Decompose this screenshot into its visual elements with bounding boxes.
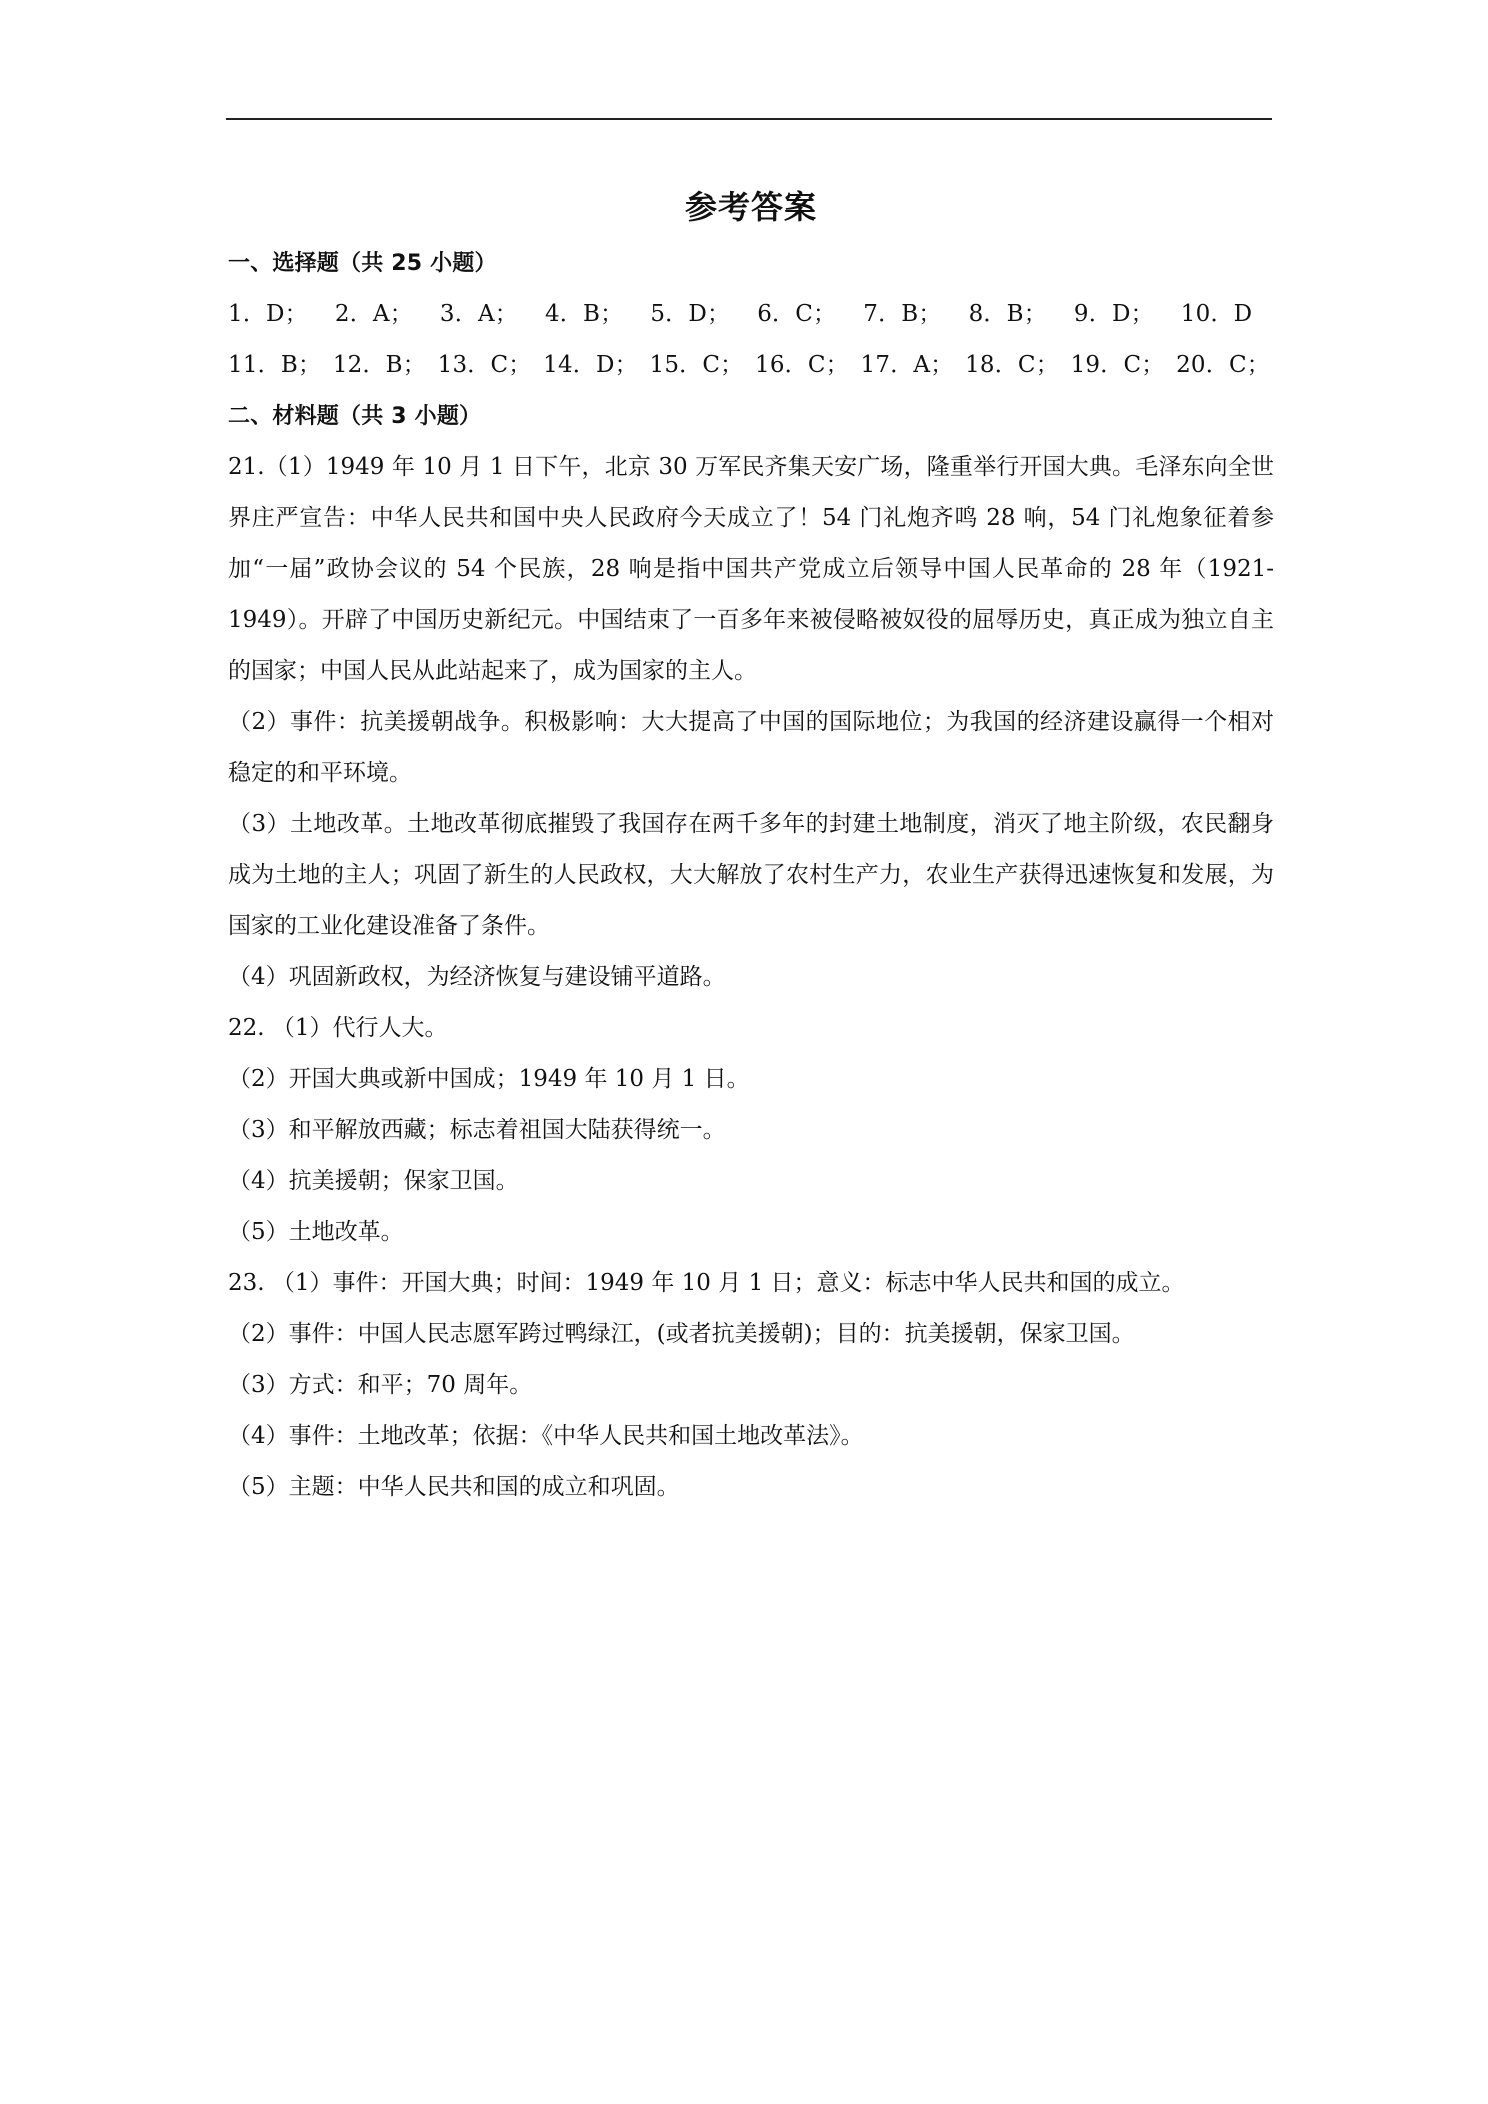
section-heading-material: 二、材料题（共 3 小题）	[228, 404, 482, 429]
q23-part4: （4）事件：土地改革；依据：《中华人民共和国土地改革法》。	[228, 1423, 864, 1449]
answer-row-1	[228, 289, 1270, 340]
q22-part3: （3）和平解放西藏；标志着祖国大陆获得统一。	[228, 1117, 726, 1143]
q21-part3: （3）土地改革。土地改革彻底摧毁了我国存在两千多年的封建土地制度，消灭了地主阶级，农民翻身成为土地的主人；巩固了新生的人民政权，大大解放了农村生产力，农业生产获得迅速恢复和发展，为国家的工业化建设准备了条件。	[228, 811, 1274, 939]
answer-item: 12．B；	[332, 352, 426, 378]
answer-item: 4．B；	[544, 301, 624, 327]
q23-part2: （2）事件：中国人民志愿军跨过鸭绿江，(或者抗美援朝)；目的：抗美援朝，保家卫国。	[228, 1321, 1135, 1347]
answer-item: 17．A；	[860, 352, 954, 378]
answer-item: 7．B；	[863, 301, 942, 327]
document-body	[228, 182, 1274, 1513]
answer-item: 1．D；	[228, 301, 308, 327]
answer-item: 9．D；	[1073, 301, 1154, 327]
q21-part4: （4）巩固新政权，为经济恢复与建设铺平道路。	[228, 964, 726, 990]
answer-item: 14．D；	[543, 352, 638, 378]
answer-item: 6．C；	[757, 301, 837, 327]
answer-item: 8．B；	[968, 301, 1047, 327]
answer-item: 19．C；	[1070, 352, 1165, 378]
answer-item: 3．A；	[439, 301, 518, 327]
answer-item: 5．D；	[650, 301, 731, 327]
answer-item: 18．C；	[965, 352, 1059, 378]
q22-part1: 22. （1）代行人大。	[228, 1015, 448, 1041]
q23-part5: （5）主题：中华人民共和国的成立和巩固。	[228, 1474, 680, 1500]
answer-item: 2．A；	[334, 301, 413, 327]
answer-item: 13．C；	[437, 352, 532, 378]
page-title: 参考答案	[684, 188, 817, 226]
q22-part5: （5）土地改革。	[228, 1219, 404, 1245]
header-rule	[226, 118, 1272, 120]
answer-item: 11．B；	[228, 352, 322, 378]
answer-item: 15．C；	[649, 352, 744, 378]
q21-part1: 21.（1）1949 年 10 月 1 日下午，北京 30 万军民齐集天安广场，隆重举行开国大典。毛泽东向全世界庄严宣告：中华人民共和国中央人民政府今天成立了！54 门礼炮齐鸣 28 响，54 门礼炮象征着参加“一届”政协会议的 54 个民族，28 响是指中国共产党成立后领导中国人民革命的 28 年（1921-1949）。开辟了中国历史新纪元。中国结束了一百多年来被侵略被奴役的屈辱历史，真正成为独立自主的国家；中国人民从此站起来了，成为国家的主人。	[228, 454, 1274, 684]
answer-item: 20．C；	[1176, 352, 1270, 378]
q23-part3: （3）方式：和平；70 周年。	[228, 1372, 533, 1398]
answer-item: 16．C；	[755, 352, 849, 378]
q22-part2: （2）开国大典或新中国成；1949 年 10 月 1 日。	[228, 1066, 750, 1092]
answer-item: 10．D	[1180, 301, 1253, 327]
answer-row-2	[228, 340, 1270, 391]
section-heading-multiple-choice: 一、选择题（共 25 小题）	[228, 251, 497, 276]
q21-part2: （2）事件：抗美援朝战争。积极影响：大大提高了中国的国际地位；为我国的经济建设赢得一个相对稳定的和平环境。	[228, 709, 1274, 786]
q23-part1: 23. （1）事件：开国大典；时间：1949 年 10 月 1 日；意义：标志中华人民共和国的成立。	[228, 1270, 1185, 1296]
q22-part4: （4）抗美援朝；保家卫国。	[228, 1168, 519, 1194]
